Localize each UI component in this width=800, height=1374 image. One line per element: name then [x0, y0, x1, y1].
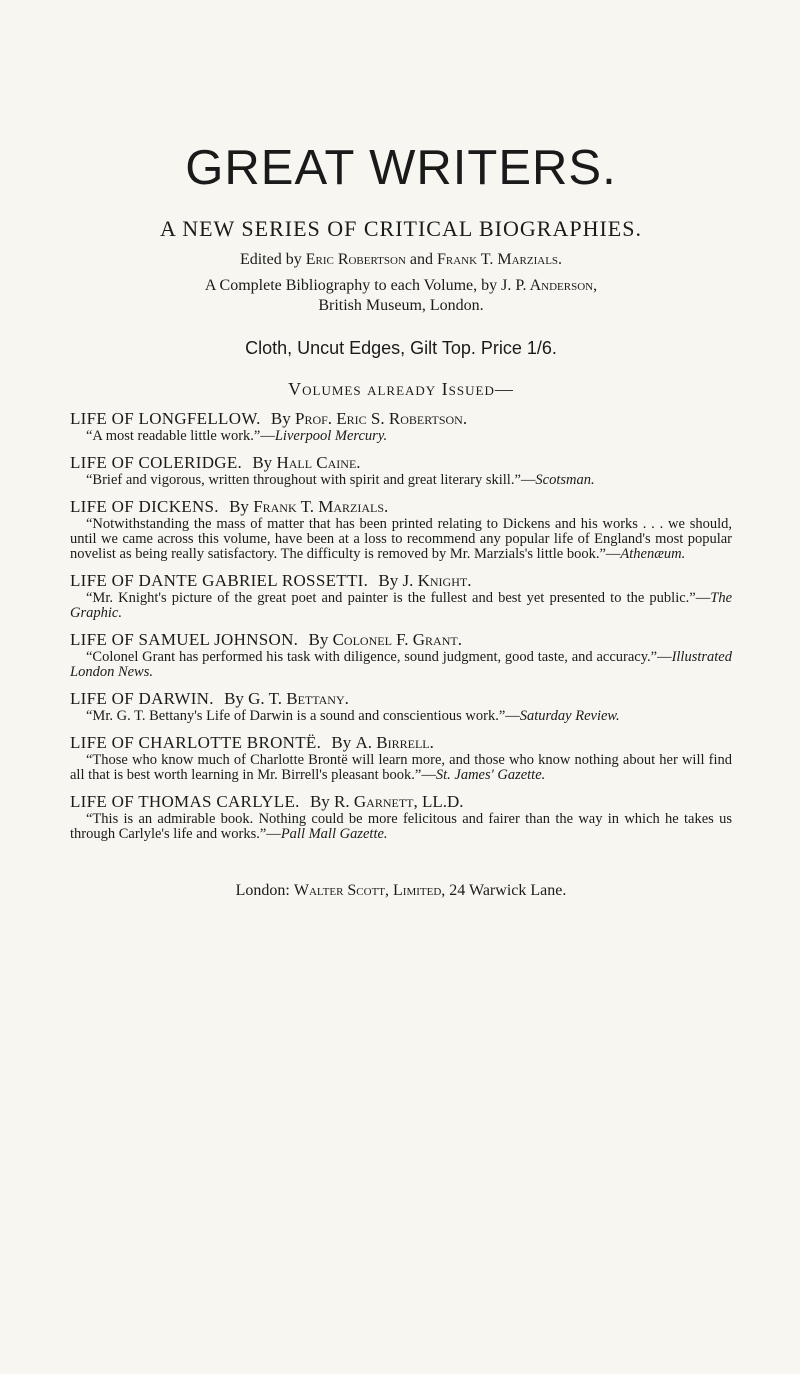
- page-title: GREAT WRITERS.: [185, 141, 617, 195]
- review-quote: “Brief and vigorous, written throughout with spirit and great literary skill.”—: [86, 472, 536, 488]
- editor-one: Eric Robertson: [305, 251, 406, 268]
- review-source: Pall Mall Gazette.: [280, 826, 388, 842]
- volume-author: J. Knight.: [402, 571, 472, 590]
- footer-prefix: London:: [235, 882, 290, 899]
- bibliography-line: [70, 276, 732, 296]
- review-source: Saturday Review.: [519, 708, 620, 724]
- series-line: A NEW SERIES OF CRITICAL BIOGRAPHIES.: [160, 216, 642, 241]
- bibliography-prefix: A Complete Bibliography to each Volume, by: [204, 277, 498, 294]
- review-quote: “Notwithstanding the mass of matter that has been printed relating to Dickens and his works . . . we should, until we came across this volume, have been at a loss to recommend any popular life of England's most popular novelist as being really satisfactory. The difficulty is removed by Mr. Marzials's little book.”—: [70, 516, 732, 562]
- review-quote: “Mr. G. T. Bettany's Life of Darwin is a sound and conscientious work.”—: [86, 708, 520, 724]
- volume-by: By: [270, 409, 291, 428]
- bibliography-author: J. P. Anderson,: [501, 277, 598, 294]
- volume-title: LIFE OF THOMAS CARLYLE.: [70, 792, 300, 811]
- volume-heading: [70, 630, 732, 650]
- volume-heading: [70, 453, 732, 473]
- volume-entry: [70, 733, 732, 783]
- volume-title: LIFE OF LONGFELLOW.: [70, 409, 261, 428]
- volume-by: By: [252, 453, 273, 472]
- volume-author: R. Garnett, LL.D.: [334, 792, 464, 811]
- volume-author: Colonel F. Grant.: [332, 630, 462, 649]
- volume-review: [70, 650, 732, 680]
- volume-title: LIFE OF COLERIDGE.: [70, 453, 243, 472]
- volume-heading: [70, 792, 732, 812]
- review-source: Athenæum.: [620, 546, 686, 562]
- volume-entry: [70, 630, 732, 680]
- volume-title: LIFE OF CHARLOTTE BRONTË.: [70, 733, 322, 752]
- advertisement-page: [70, 140, 732, 916]
- volume-review: [70, 591, 732, 621]
- volume-author: G. T. Bettany.: [248, 689, 349, 708]
- review-quote: “This is an admirable book. Nothing could be more felicitous and fairer than the way in which he takes us through Carlyle's life and works.”—: [70, 811, 732, 842]
- review-quote: “Those who know much of Charlotte Brontë will learn more, and those who know nothing about her will find all that is best worth learning in Mr. Birrell's pleasant book.”—: [70, 752, 732, 783]
- volume-title: LIFE OF DANTE GABRIEL ROSSETTI.: [70, 571, 369, 590]
- volume-title: LIFE OF SAMUEL JOHNSON.: [70, 630, 299, 649]
- volume-entry: [70, 453, 732, 488]
- volume-by: By: [308, 630, 329, 649]
- volume-author: A. Birrell.: [355, 733, 434, 752]
- volume-review: [70, 812, 732, 842]
- review-source: Illustrated London News.: [70, 649, 732, 680]
- volume-by: By: [331, 733, 352, 752]
- bibliography-location: British Museum, London.: [318, 297, 484, 314]
- publisher-footer: [70, 882, 732, 900]
- volume-heading: [70, 733, 732, 753]
- volume-title: LIFE OF DARWIN.: [70, 689, 214, 708]
- volume-by: By: [378, 571, 399, 590]
- editors-prefix: Edited by: [239, 251, 302, 268]
- volume-author: Frank T. Marzials.: [253, 497, 389, 516]
- volume-review: [70, 753, 732, 783]
- volumes-heading: Volumes already Issued—: [288, 379, 514, 399]
- volume-entry: [70, 497, 732, 562]
- volume-author: Prof. Eric S. Robertson.: [295, 409, 468, 428]
- volume-review: [70, 709, 732, 724]
- volume-entry: [70, 571, 732, 621]
- volume-review: [70, 473, 732, 488]
- volume-review: [70, 517, 732, 562]
- volume-title: LIFE OF DICKENS.: [70, 497, 219, 516]
- review-source: The Graphic.: [70, 590, 732, 621]
- volume-entry: [70, 689, 732, 724]
- volume-by: By: [229, 497, 249, 516]
- editors-connector: and: [409, 251, 433, 268]
- footer-address: 24 Warwick Lane.: [449, 882, 567, 899]
- review-source: Scotsman.: [535, 472, 595, 488]
- review-quote: “A most readable little work.”—: [86, 428, 275, 444]
- review-source: St. James' Gazette.: [435, 767, 546, 783]
- volume-entry: [70, 409, 732, 444]
- review-source: Liverpool Mercury.: [274, 428, 388, 444]
- volume-by: By: [224, 689, 244, 708]
- volume-entry: [70, 792, 732, 842]
- editors-line: [70, 250, 732, 270]
- volume-heading: [70, 409, 732, 429]
- footer-publisher: Walter Scott, Limited,: [293, 882, 446, 899]
- volume-list: [70, 409, 732, 842]
- volume-review: [70, 429, 732, 444]
- price-line: Cloth, Uncut Edges, Gilt Top. Price 1/6.: [245, 338, 557, 358]
- volume-heading: [70, 689, 732, 709]
- volume-author: Hall Caine.: [276, 453, 361, 472]
- review-quote: “Colonel Grant has performed his task with diligence, sound judgment, good taste, and accuracy.”—: [86, 649, 672, 665]
- review-quote: “Mr. Knight's picture of the great poet and painter is the fullest and best yet presented to the public.”—: [86, 590, 711, 606]
- editor-two: Frank T. Marzials.: [437, 251, 563, 268]
- volume-by: By: [309, 792, 330, 811]
- volume-heading: [70, 571, 732, 591]
- volume-heading: [70, 497, 732, 517]
